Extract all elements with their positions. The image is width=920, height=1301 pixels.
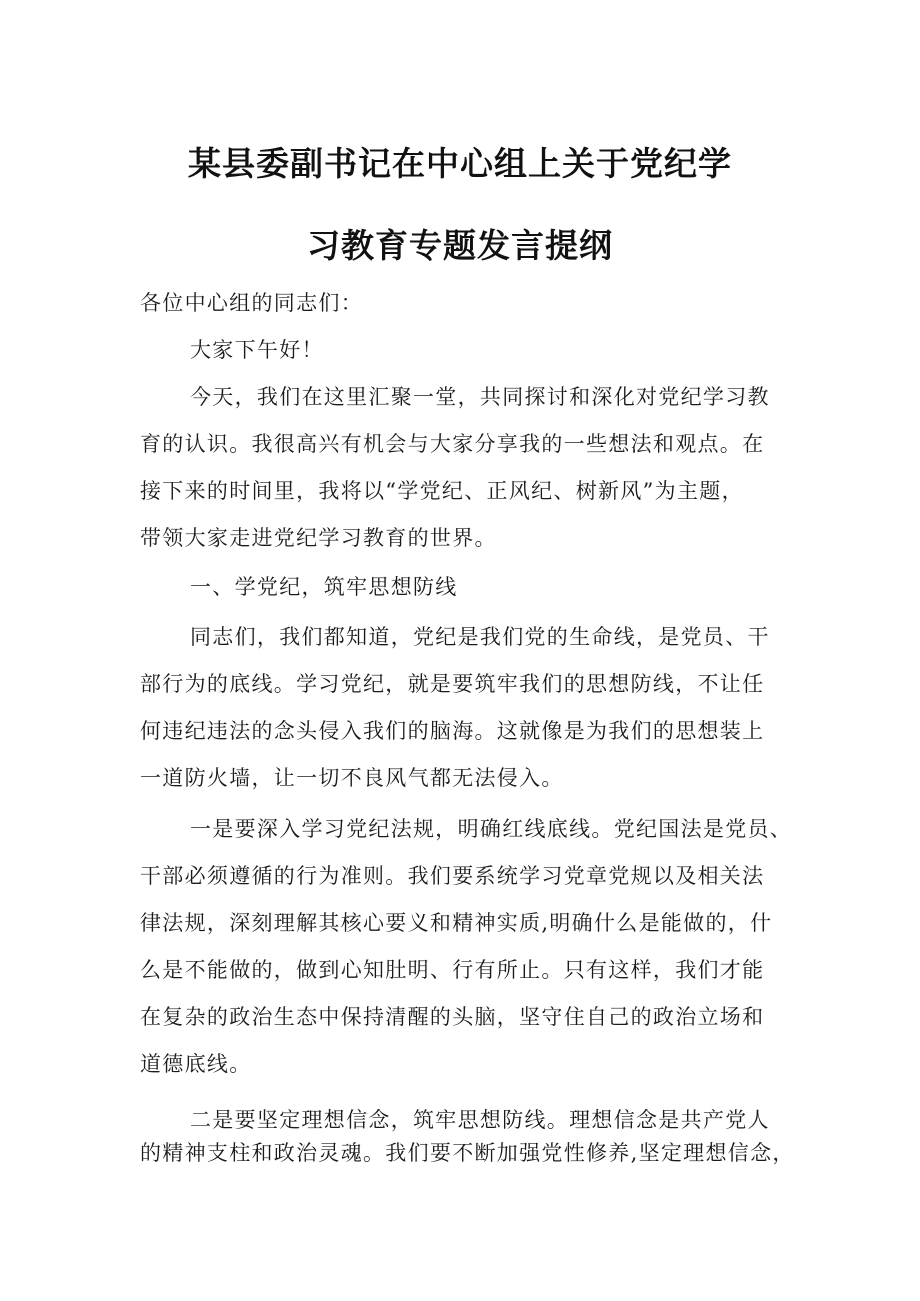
paragraph-line: 么是不能做的，做到心知肚明、行有所止。只有这样，我们才能 [140, 958, 765, 982]
paragraph-line: 育的认识。我很高兴有机会与大家分享我的一些想法和观点。在 [140, 432, 765, 456]
document-title-line-1: 某县委副书记在中心组上关于党纪学 [188, 144, 732, 183]
paragraph-line: 带领大家走进党纪学习教育的世界。 [140, 526, 497, 550]
paragraph-line: 何违纪违法的念头侵入我们的脑海。这就像是为我们的思想装上 [140, 719, 765, 743]
paragraph-line: 律法规，深刻理解其核心要义和精神实质,明确什么是能做的，什 [140, 911, 773, 935]
paragraph-line: 同志们，我们都知道，党纪是我们党的生命线，是党员、干 [190, 625, 770, 649]
document-title-line-2: 习教育专题发言提纲 [307, 226, 613, 265]
paragraph-line: 在复杂的政治生态中保持清醒的头脑，坚守住自己的政治立场和 [140, 1005, 765, 1029]
section-heading: 一、学党纪，筑牢思想防线 [190, 575, 458, 599]
salutation: 各位中心组的同志们： [140, 291, 363, 315]
paragraph-line: 的精神支柱和政治灵魂。我们要不断加强党性修养,坚定理想信念， [140, 1141, 795, 1165]
paragraph-line: 今天，我们在这里汇聚一堂，共同探讨和深化对党纪学习教 [190, 385, 770, 409]
paragraph-line: 干部必须遵循的行为准则。我们要系统学习党章党规以及相关法 [140, 864, 765, 888]
paragraph-line: 一道防火墙，让一切不良风气都无法侵入。 [140, 766, 564, 790]
paragraph-line: 接下来的时间里，我将以“学党纪、正风纪、树新风”为主题， [140, 479, 744, 503]
paragraph-line: 部行为的底线。学习党纪，就是要筑牢我们的思想防线，不让任 [140, 672, 765, 696]
greeting: 大家下午好！ [190, 338, 324, 362]
paragraph-line: 道德底线。 [140, 1052, 252, 1076]
paragraph-line: 二是要坚定理想信念，筑牢思想防线。理想信念是共产党人 [190, 1108, 770, 1132]
paragraph-line: 一是要深入学习党纪法规，明确红线底线。党纪国法是党员、 [190, 817, 793, 841]
